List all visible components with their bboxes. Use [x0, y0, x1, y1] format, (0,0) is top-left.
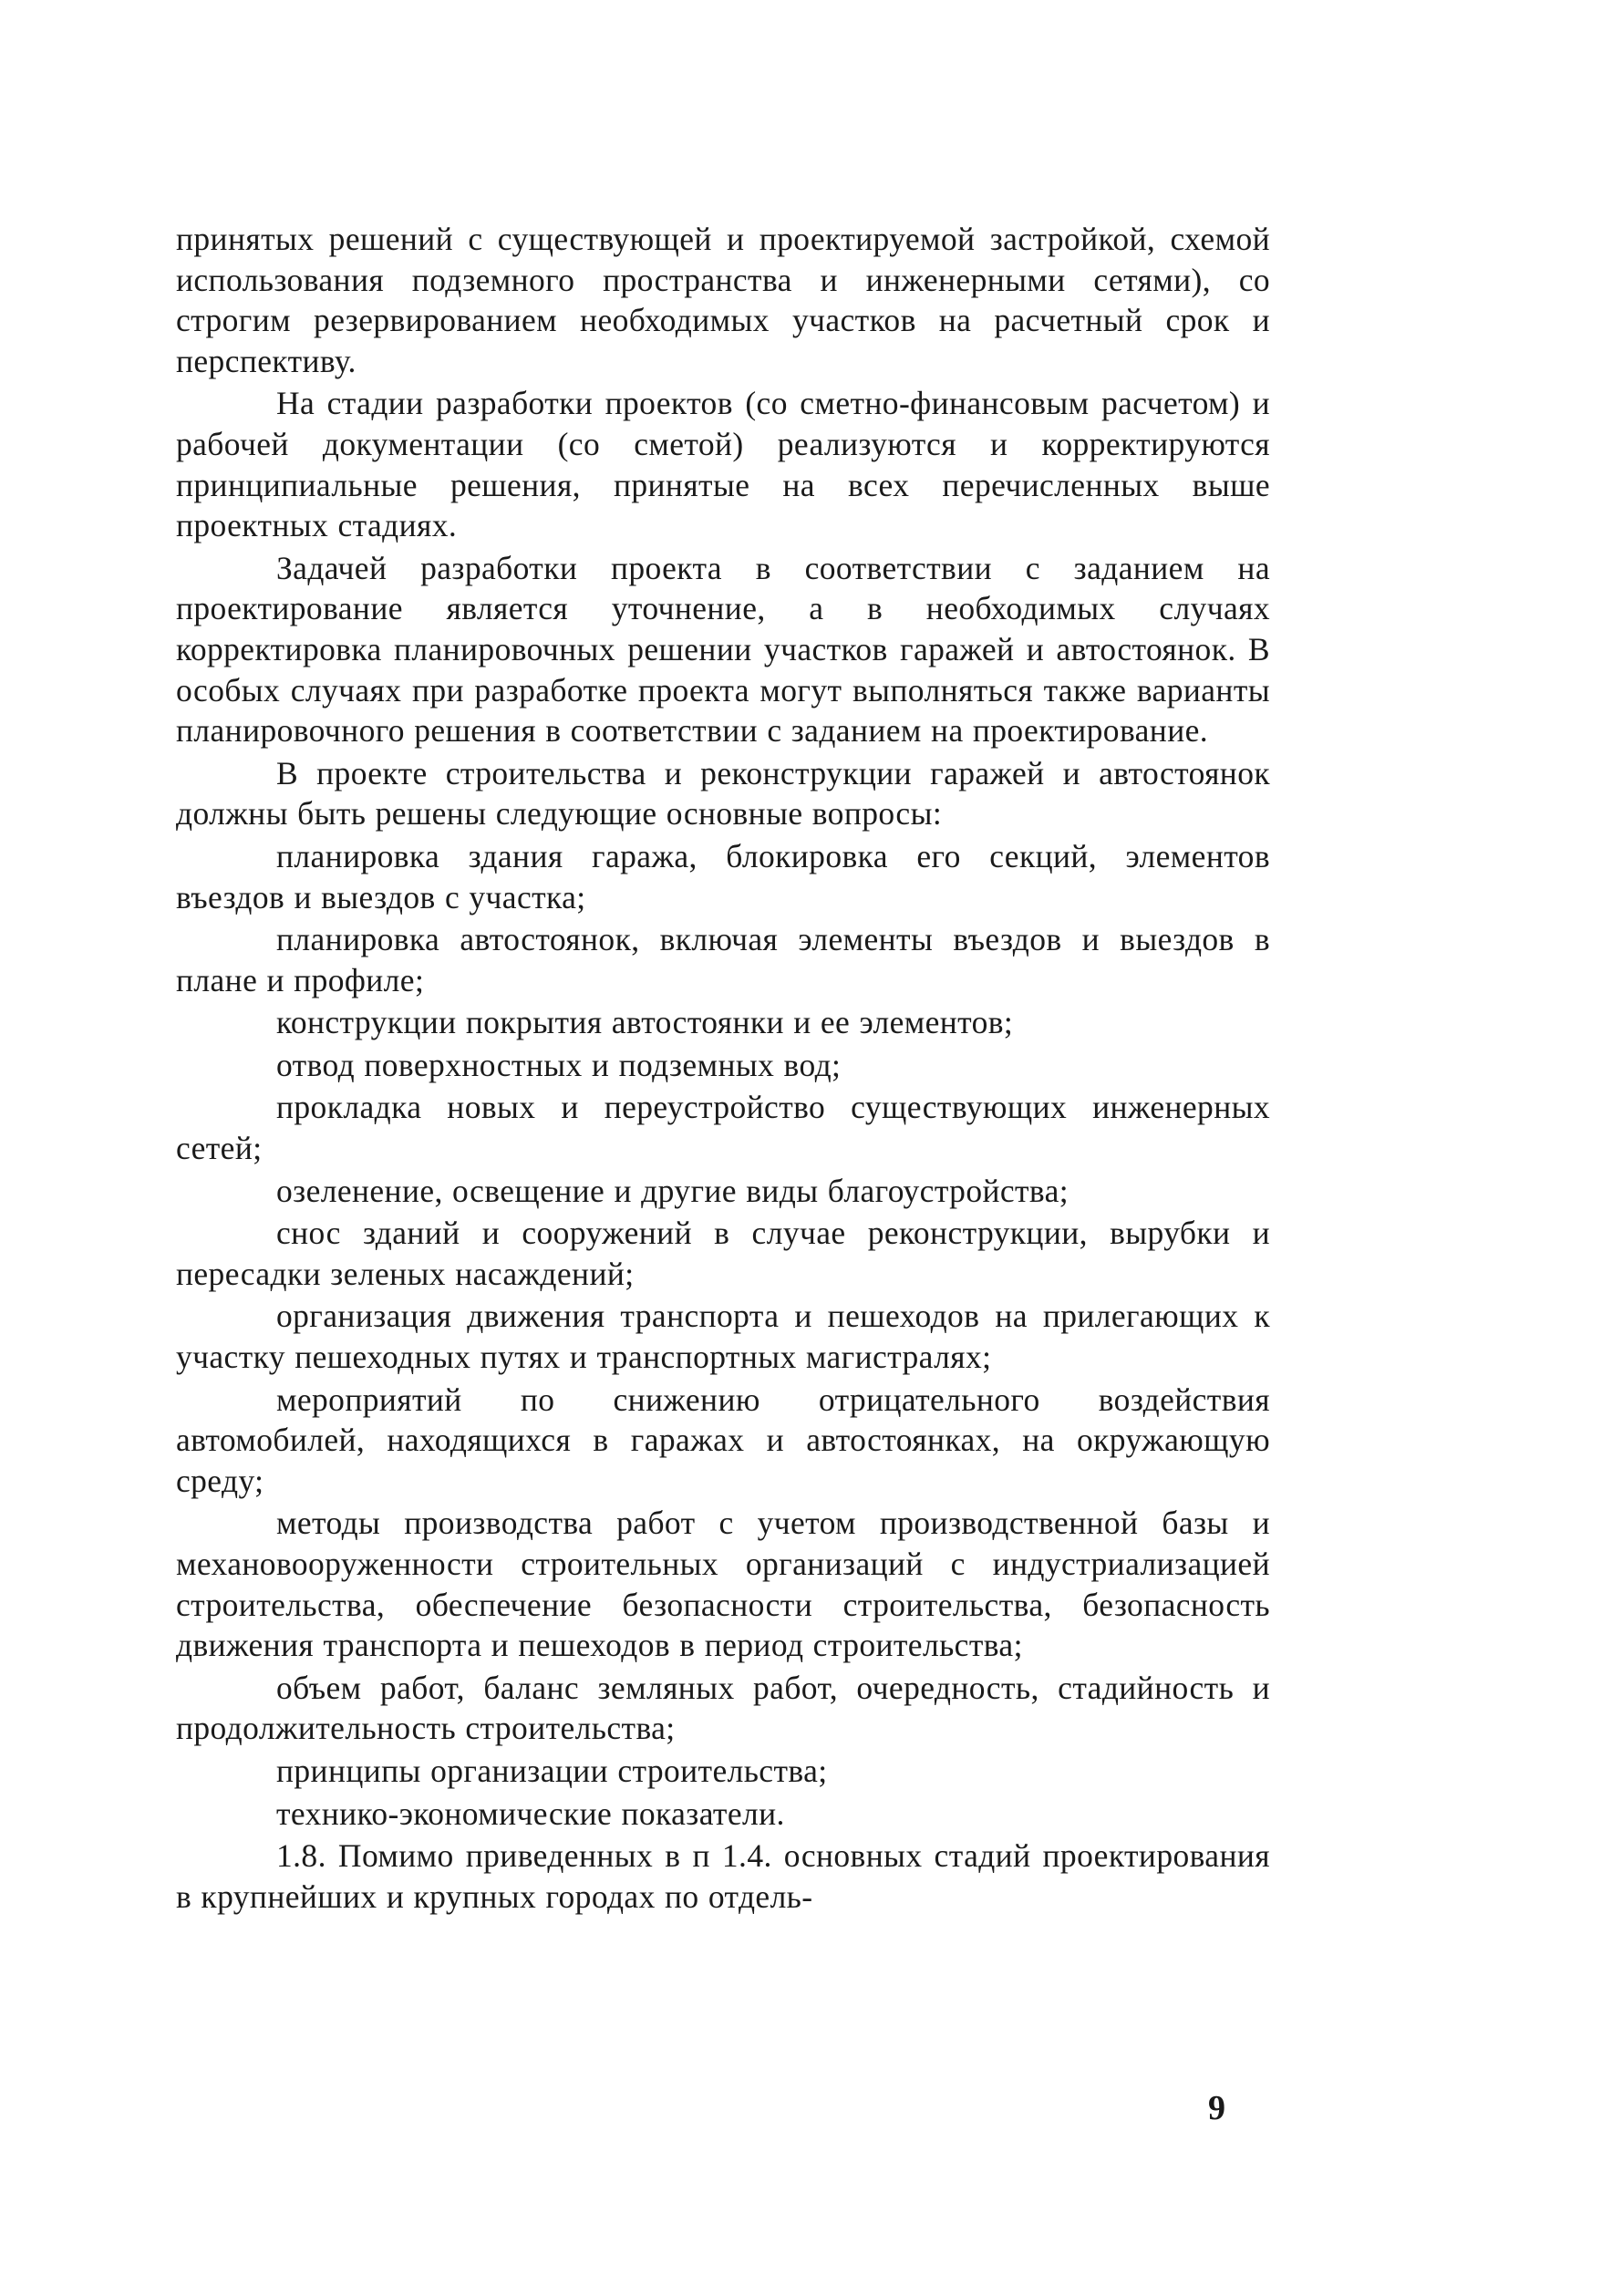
list-item: методы производства работ с учетом производственной базы и механовооруженности строительных организаций с индустриализацией строительства, обеспечение безопасности строительства, безопасность движения транспорта и пешеходов в период строительства; [176, 1505, 1270, 1664]
paragraph-main-questions: В проекте строительства и реконструкции гаражей и автостоянок должны быть решены следующие основные вопросы: [176, 754, 1270, 833]
list-item: конструкции покрытия автостоянки и ее элементов; [276, 1004, 1014, 1041]
list-item: отвод поверхностных и подземных вод; [276, 1046, 842, 1083]
paragraph-continuation: принятых решений с существующей и проектируемой застройкой, схемой использования подземного пространства и инженерными сетями), со строгим резервированием необходимых участков на расчетный срок и перспективу. [176, 221, 1270, 379]
list-item: технико-экономические показатели. [276, 1794, 785, 1832]
document-body [176, 219, 1270, 1919]
list-item: принципы организации строительства; [276, 1752, 828, 1789]
list-item: снос зданий и сооружений в случае реконструкции, вырубки и пересадки зеленых насаждений; [176, 1215, 1270, 1292]
list-item: организация движения транспорта и пешеходов на прилегающих к участку пешеходных путях и транспортных магистралях; [176, 1298, 1270, 1376]
list-item: планировка автостоянок, включая элементы въездов и выездов в плане и профиле; [176, 921, 1270, 998]
list-item: планировка здания гаража, блокировка его секций, элементов въездов и выездов с участка; [176, 837, 1270, 915]
paragraph-project-task: Задачей разработки проекта в соответствии с заданием на проектирование является уточнение, а в необходимых случаях корректировка планировочных решении участков гаражей и автостоянок. В особых случаях при разработке проекта могут выполняться также варианты планировочного решения в соответствии с заданием на проектирование. [176, 549, 1270, 750]
paragraph-section-1-8: 1.8. Помимо приведенных в п 1.4. основных стадий проектирования в крупнейших и крупных городах по отдель- [176, 1837, 1270, 1915]
list-item: мероприятий по снижению отрицательного воздействия автомобилей, находящихся в гаражах и автостоянках, на окружающую среду; [176, 1381, 1270, 1499]
page-number: 9 [1208, 2089, 1225, 2127]
list-item: объем работ, баланс земляных работ, очередность, стадийность и продолжительность строительства; [176, 1669, 1270, 1747]
paragraph-design-stage: На стадии разработки проектов (со сметно-финансовым расчетом) и рабочей документации (со сметой) реализуются и корректируются принципиальные решения, принятые на всех перечисленных выше проектных стадиях. [176, 385, 1270, 544]
list-item: озеленение, освещение и другие виды благоустройства; [276, 1172, 1070, 1209]
list-item: прокладка новых и переустройство существующих инженерных сетей; [176, 1089, 1270, 1167]
